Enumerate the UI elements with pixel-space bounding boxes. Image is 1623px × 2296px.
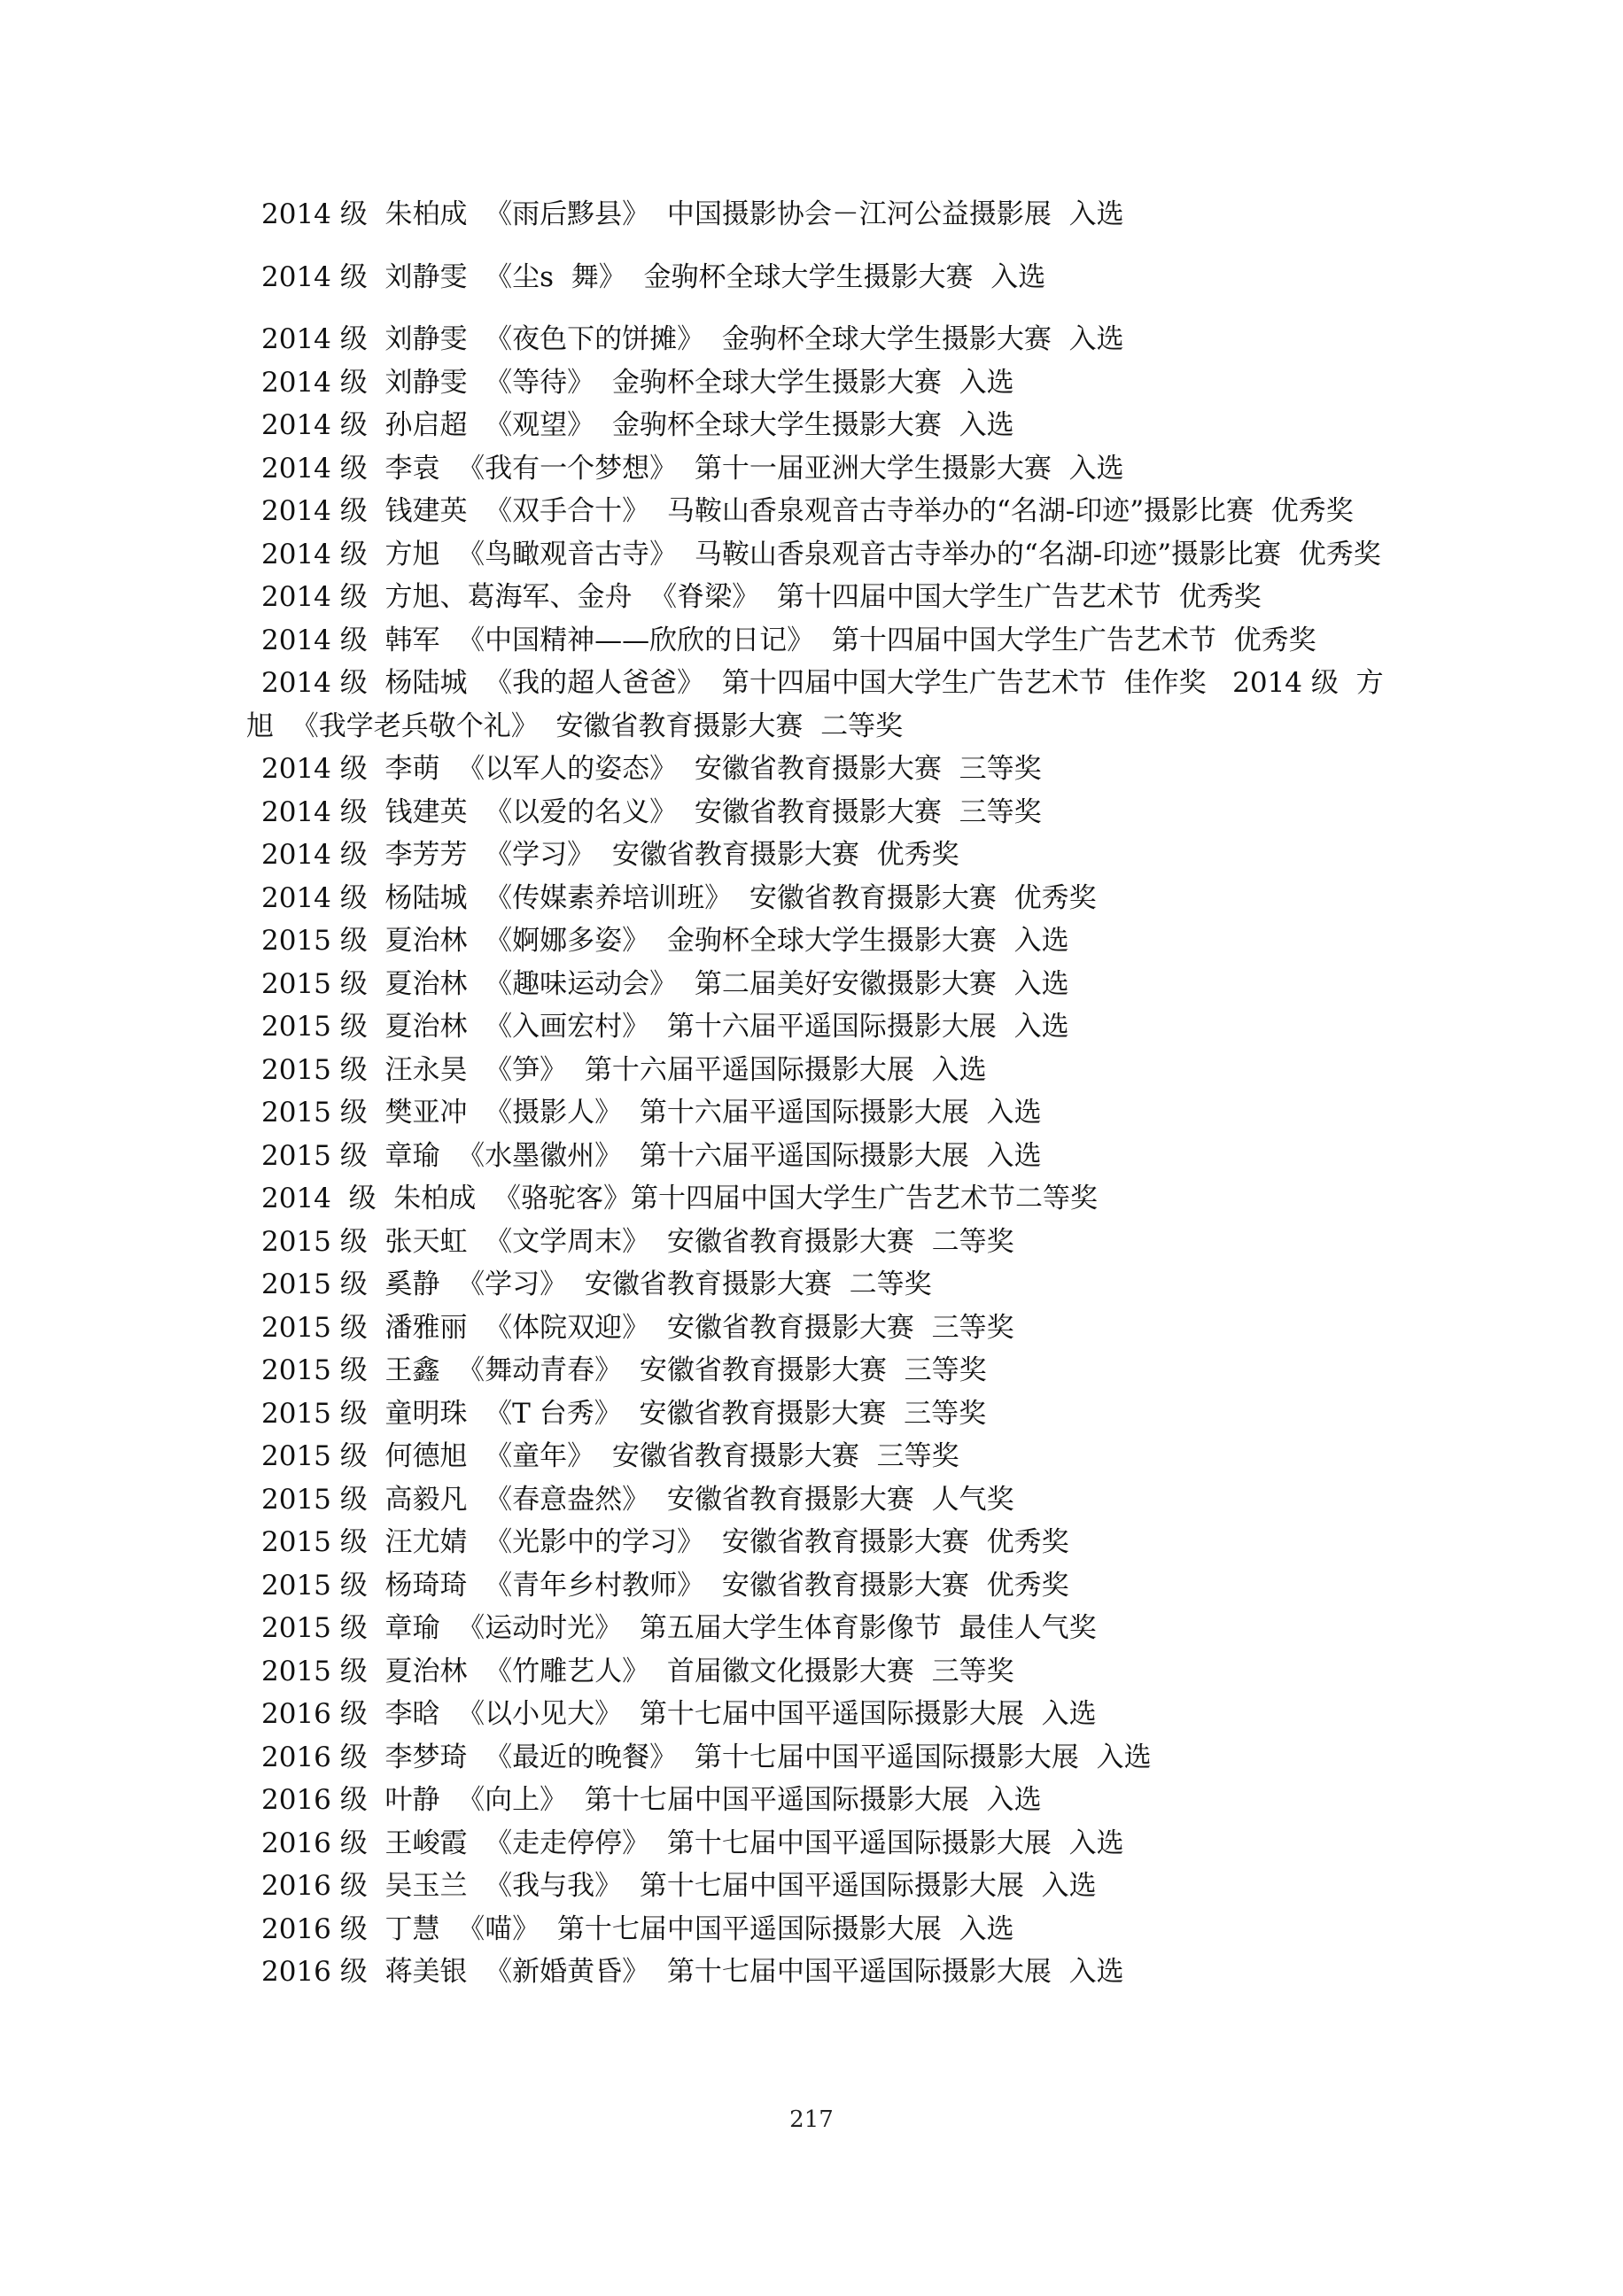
award-entry: 2015 级 王鑫 《舞动青春》 安徽省教育摄影大赛 三等奖 — [261, 1354, 987, 1386]
award-entry: 2015 级 张天虹 《文学周末》 安徽省教育摄影大赛 二等奖 — [261, 1225, 1014, 1258]
award-entry: 2015 级 童明珠 《T 台秀》 安徽省教育摄影大赛 三等奖 — [261, 1397, 987, 1430]
award-entry: 2014 级 韩军 《中国精神——欣欣的日记》 第十四届中国大学生广告艺术节 优秀奖 — [261, 624, 1316, 656]
award-entry: 2015 级 汪尤婧 《光影中的学习》 安徽省教育摄影大赛 优秀奖 — [261, 1526, 1069, 1558]
award-entry: 2015 级 樊亚冲 《摄影人》 第十六届平遥国际摄影大展 入选 — [261, 1097, 1042, 1129]
award-entry: 2015 级 何德旭 《童年》 安徽省教育摄影大赛 三等奖 — [261, 1440, 959, 1472]
award-entry: 2016 级 蒋美银 《新婚黄昏》 第十七届中国平遥国际摄影大展 入选 — [261, 1956, 1124, 1988]
award-entry: 2015 级 高毅凡 《春意盎然》 安徽省教育摄影大赛 人气奖 — [261, 1483, 1014, 1516]
award-entry: 2014 级 刘静雯 《夜色下的饼摊》 金驹杯全球大学生摄影大赛 入选 — [261, 323, 1124, 355]
award-entry: 2014 级 方旭、葛海军、金舟 《脊梁》 第十四届中国大学生广告艺术节 优秀奖 — [261, 581, 1262, 613]
award-entry: 2014 级 朱柏成 《雨后黟县》 中国摄影协会－江河公益摄影展 入选 — [261, 198, 1124, 230]
award-entry: 2014 级 李芳芳 《学习》 安徽省教育摄影大赛 优秀奖 — [261, 839, 959, 871]
award-entry: 2016 级 叶静 《向上》 第十七届中国平遥国际摄影大展 入选 — [261, 1784, 1042, 1816]
award-entry: 2014 级 钱建英 《以爱的名义》 安徽省教育摄影大赛 三等奖 — [261, 795, 1042, 828]
award-entry: 2014 级 李袁 《我有一个梦想》 第十一届亚洲大学生摄影大赛 入选 — [261, 452, 1124, 485]
award-entry: 2014 级 刘静雯 《等待》 金驹杯全球大学生摄影大赛 入选 — [261, 366, 1014, 399]
award-entry: 2014 级 孙启超 《观望》 金驹杯全球大学生摄影大赛 入选 — [261, 409, 1014, 441]
award-entry: 2015 级 杨琦琦 《青年乡村教师》 安徽省教育摄影大赛 优秀奖 — [261, 1569, 1069, 1602]
award-list — [246, 193, 1398, 1994]
award-entry: 2014 级 刘静雯 《尘s 舞》 金驹杯全球大学生摄影大赛 入选 — [261, 260, 1046, 293]
award-entry: 2014 级 杨陆城 《传媒素养培训班》 安徽省教育摄影大赛 优秀奖 — [261, 881, 1097, 914]
award-entry: 2016 级 李梦琦 《最近的晚餐》 第十七届中国平遥国际摄影大展 入选 — [261, 1741, 1152, 1773]
award-entry: 2014 级 方旭 《鸟瞰观音古寺》 马鞍山香泉观音古寺举办的“名湖-印迹”摄影比赛 优秀奖 — [261, 538, 1381, 570]
award-entry: 2015 级 汪永昊 《笋》 第十六届平遥国际摄影大展 入选 — [261, 1053, 987, 1086]
award-entry: 2016 级 丁慧 《喵》 第十七届中国平遥国际摄影大展 入选 — [261, 1912, 1014, 1945]
award-entry: 2016 级 吴玉兰 《我与我》 第十七届中国平遥国际摄影大展 入选 — [261, 1870, 1097, 1902]
award-entry: 2015 级 奚静 《学习》 安徽省教育摄影大赛 二等奖 — [261, 1268, 932, 1300]
award-entry: 2015 级 夏治林 《竹雕艺人》 首届徽文化摄影大赛 三等奖 — [261, 1655, 1014, 1687]
award-entry: 2015 级 章瑜 《水墨徽州》 第十六届平遥国际摄影大展 入选 — [261, 1139, 1042, 1172]
award-entry: 2014 级 钱建英 《双手合十》 马鞍山香泉观音古寺举办的“名湖-印迹”摄影比赛 优秀奖 — [261, 495, 1354, 527]
award-entry: 2016 级 李晗 《以小见大》 第十七届中国平遥国际摄影大展 入选 — [261, 1698, 1097, 1730]
award-entry: 2014 级 朱柏成 《骆驼客》第十四届中国大学生广告艺术节二等奖 — [261, 1183, 1099, 1214]
award-entry: 2015 级 潘雅丽 《体院双迎》 安徽省教育摄影大赛 三等奖 — [261, 1311, 1014, 1344]
award-entry: 2016 级 王峻霞 《走走停停》 第十七届中国平遥国际摄影大展 入选 — [261, 1827, 1124, 1859]
award-entry: 2014 级 杨陆城 《我的超人爸爸》 第十四届中国大学生广告艺术节 佳作奖 2014 级 方旭 《我学老兵敬个礼》 安徽省教育摄影大赛 二等奖 — [246, 667, 1384, 742]
award-entry: 2015 级 夏治林 《趣味运动会》 第二届美好安徽摄影大赛 入选 — [261, 967, 1069, 1000]
award-entry: 2015 级 章瑜 《运动时光》 第五届大学生体育影像节 最佳人气奖 — [261, 1612, 1097, 1644]
award-entry: 2015 级 夏治林 《婀娜多姿》 金驹杯全球大学生摄影大赛 入选 — [261, 925, 1069, 957]
page-number: 217 — [789, 2106, 834, 2133]
award-entry: 2015 级 夏治林 《入画宏村》 第十六届平遥国际摄影大展 入选 — [261, 1011, 1069, 1043]
award-entry: 2014 级 李萌 《以军人的姿态》 安徽省教育摄影大赛 三等奖 — [261, 753, 1042, 785]
